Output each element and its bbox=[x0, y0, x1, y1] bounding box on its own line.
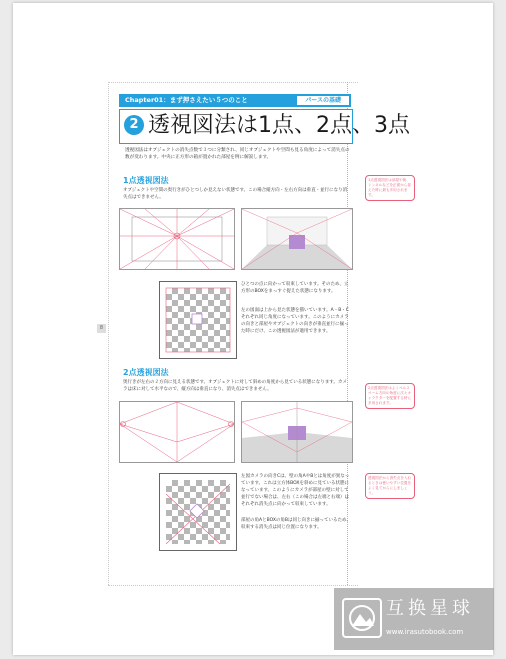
two-point-diagram-left bbox=[119, 401, 235, 463]
side-note-2: 2点透視図法はよくペルスペーム方向の角度に次々キャラクターを配置する時に多用されます。 bbox=[365, 383, 415, 409]
mountain-icon bbox=[344, 600, 380, 636]
guide-line bbox=[108, 585, 358, 586]
side-note-3: 透視図法から消失点を入れるときは使いやすい位置をよく見てからにしましょう。 bbox=[365, 473, 415, 499]
plan-overlay-2 bbox=[160, 474, 236, 550]
section-body-two-point-2: 部屋の角AとBOXの角Bは同じ向きに揃っているため、収束する消失点は同じ位置になります。 bbox=[241, 518, 351, 530]
section-heading-one-point: 1点透視図法 bbox=[123, 176, 169, 185]
chapter-tag: パースの基礎 bbox=[297, 96, 349, 105]
section-lead-two-point: 奥行きが左右の２方向に見える状態です。オブジェクトに対して斜めの角度から見ている状態になります。カメラは床に対して水平なので、縦方向は垂直になり、消失点はできません。 bbox=[123, 380, 347, 392]
one-point-diagram-left bbox=[119, 208, 235, 270]
watermark-logo-icon bbox=[342, 598, 382, 638]
section-body-one-point-2: 左の図面は上から見た状態を描いています。A・B・Cそれぞれ同じ角度になっています。このようにカメラの向きと部屋やオブジェクトの向きが垂直並行に揃った時にだけ、この透視図法が適用できます。 bbox=[241, 308, 349, 334]
section-lead-one-point: オブジェクトや空間の奥行きがひとつしか見えない状態です。この場合縦方向・左右方向は垂直・並行になり消失点はできません。 bbox=[123, 188, 348, 200]
intro-text: 透視図法はオブジェクトの消失点数で３つに分類され、同じオブジェクトや空間も見る角度によって消失点の数が変わります。中央に正方形の箱が置かれた部屋を例に解説します。 bbox=[125, 148, 350, 160]
chapter-bar bbox=[119, 94, 351, 107]
watermark-banner bbox=[334, 588, 494, 650]
title-box bbox=[119, 109, 410, 144]
section-heading-two-point: 2点透視図法 bbox=[123, 368, 169, 377]
page-title: 透視図法は1点、2点、3点 bbox=[148, 113, 410, 138]
plan-overlay bbox=[160, 282, 236, 358]
document-page bbox=[13, 3, 493, 655]
one-point-plan-view bbox=[159, 281, 237, 359]
vanishing-lines-figure bbox=[120, 209, 234, 269]
watermark-url: www.irasutobook.com bbox=[386, 628, 464, 636]
section-body-two-point-1: 左図カメラの向きCは、壁の角AやBとは角度が異なっています。これは立方体BOXを斜めに見ている状態になっています。このようにカメラが部屋の壁に対して並行でない場合は、左右（この場合は左端と右端）はそれぞれ消失点に向かって収束しています。 bbox=[241, 474, 350, 507]
section-body-one-point-1: ひとつの点に向かって収束しています。そのため、立方形のBOXをまっすぐ捉えた状態になります。 bbox=[241, 282, 349, 294]
room-render bbox=[242, 209, 352, 269]
guide-line bbox=[108, 82, 109, 585]
one-point-room-render bbox=[241, 208, 353, 270]
chapter-label: Chapter01：まず押さえたい５つのこと bbox=[125, 96, 248, 104]
guide-line bbox=[108, 82, 358, 83]
watermark-title: 互换星球 bbox=[386, 598, 474, 619]
two-point-plan-view bbox=[159, 473, 237, 551]
page-number: 8 bbox=[97, 324, 106, 333]
section-number: 2 bbox=[124, 115, 144, 135]
side-note-1: 1点透視図法は部屋や街、トンネルなどを正面から捉えた時に最も多用されます。 bbox=[365, 175, 415, 201]
vanishing-lines-figure-2 bbox=[120, 402, 234, 462]
room-render-2 bbox=[242, 402, 352, 462]
two-point-room-render bbox=[241, 401, 353, 463]
